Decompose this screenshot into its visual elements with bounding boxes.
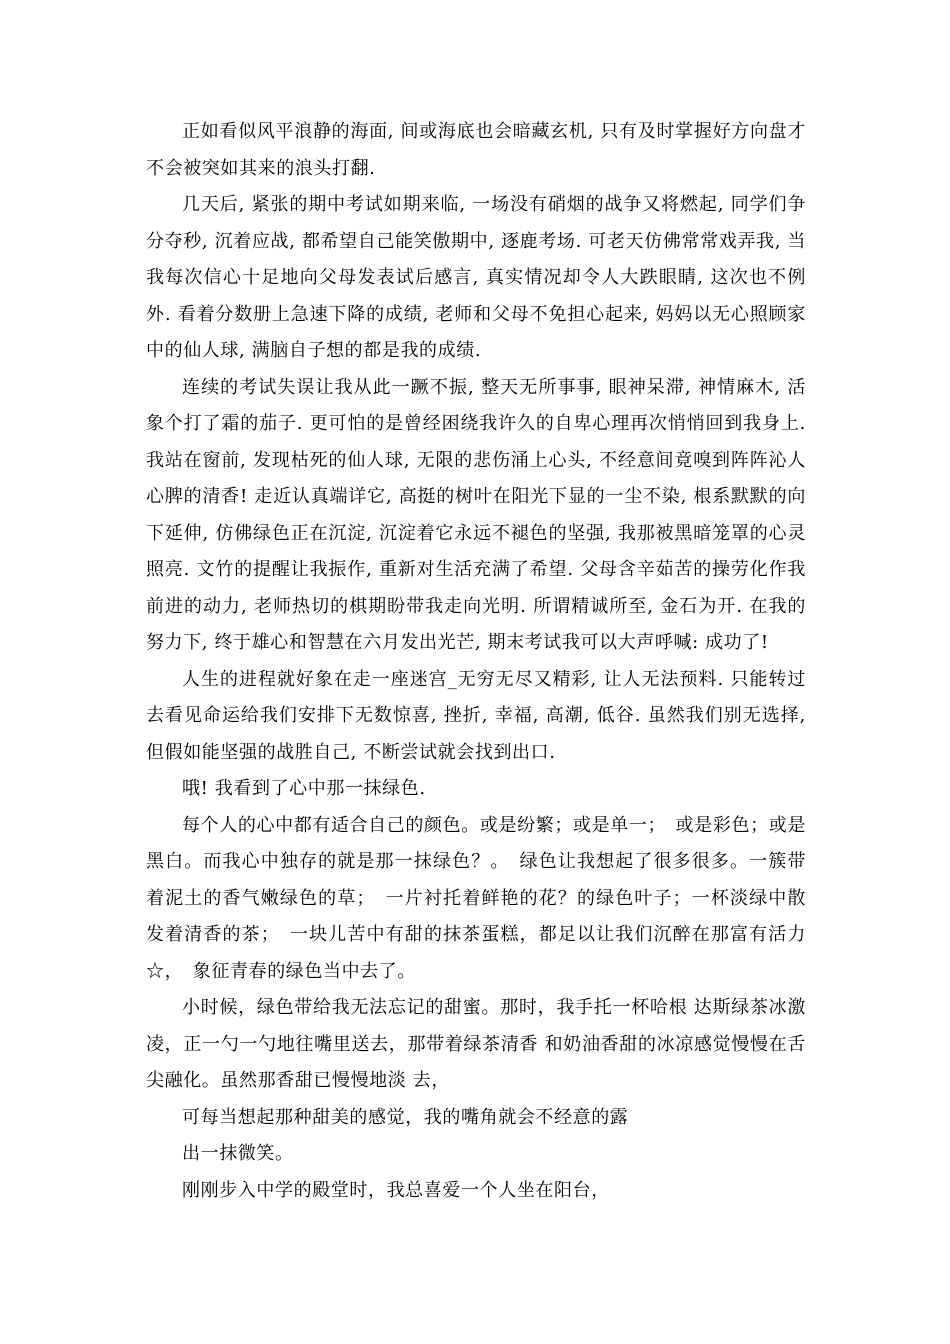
paragraph-2: 几天后, 紧张的期中考试如期来临, 一场没有硝烟的战争又将燃起, 同学们争分夺秒, 沉着应战, 都希望自己能笑傲期中, 逐鹿考场. 可老天仿佛常常戏弄我, 当我每次信心十足地向父母发表试后感言, 真实情况却令人大跌眼睛, 这次也不例外. 看着分数册上急速下降的成绩, 老师和父母不免担心起来, 妈妈以无心照顾家中的仙人球, 满脑自子想的都是我的成绩. bbox=[146, 194, 806, 361]
document-body bbox=[146, 114, 806, 1209]
paragraph-8: 可每当想起那种甜美的感觉，我的嘴角就会不经意的露 bbox=[182, 1106, 629, 1128]
paragraph-3: 连续的考试失误让我从此一蹶不振, 整天无所事事, 眼神呆滞, 神情麻木, 活象个打了霜的茄子. 更可怕的是曾经困绕我许久的自卑心理再次悄悄回到我身上. 我站在窗前, 发现枯死的仙人球, 无限的悲伤涌上心头, 不经意间竟嗅到阵阵沁人心脾的清香! 走近认真端详它, 高挺的树叶在阳光下显的一尘不染, 根系默默的向下延伸, 仿佛绿色正在沉淀, 沉淀着它永远不褪色的坚强, 我那被黑暗笼罩的心灵照亮. 文竹的提醒让我振作, 重新对生活充满了希望. 父母含辛茹苦的操劳化作我前进的动力, 老师热切的棋期盼带我走向光明. 所谓精诚所至, 金石为开. 在我的努力下, 终于雄心和智慧在六月发出光芒, 期末考试我可以大声呼喊: 成功了! bbox=[146, 376, 806, 653]
paragraph-9: 出一抹微笑。 bbox=[182, 1143, 294, 1164]
paragraph-7: 小时候，绿色带给我无法忘记的甜蜜。那时，我手托一杯哈根 达斯绿茶冰激凌，正一勺一勺地往嘴里送去，那带着绿茶清香 和奶油香甜的冰凉感觉慢慢在舌尖融化。虽然那香甜已慢慢地淡 去， bbox=[146, 997, 806, 1091]
paragraph-6: 每个人的心中都有适合自己的颜色。或是纷繁；或是单一； 或是彩色；或是黑白。而我心中独存的就是那一抹绿色？。 绿色让我想起了很多很多。一簇带着泥土的香气嫩绿色的草； 一片衬托着鲜艳的花？的绿色叶子；一杯淡绿中散发着清香的茶； 一块儿苦中有甜的抹茶蛋糕，都足以让我们沉醉在那富有活力☆， 象征青春的绿色当中去了。 bbox=[146, 814, 806, 982]
paragraph-5: 哦! 我看到了心中那一抹绿色. bbox=[182, 778, 426, 799]
paragraph-4: 人生的进程就好象在走一座迷宫_无穷无尽又精彩, 让人无法预料. 只能转过去看见命运给我们安排下无数惊喜, 挫折, 幸福, 高潮, 低谷. 虽然我们别无选择, 但假如能坚强的战胜自己, 不断尝试就会找到出口. bbox=[146, 668, 806, 763]
paragraph-1: 正如看似风平浪静的海面, 间或海底也会暗藏玄机, 只有及时掌握好方向盘才不会被突如其来的浪头打翻. bbox=[146, 121, 806, 179]
paragraph-10: 刚刚步入中学的殿堂时，我总喜爱一个人坐在阳台， bbox=[182, 1179, 610, 1201]
